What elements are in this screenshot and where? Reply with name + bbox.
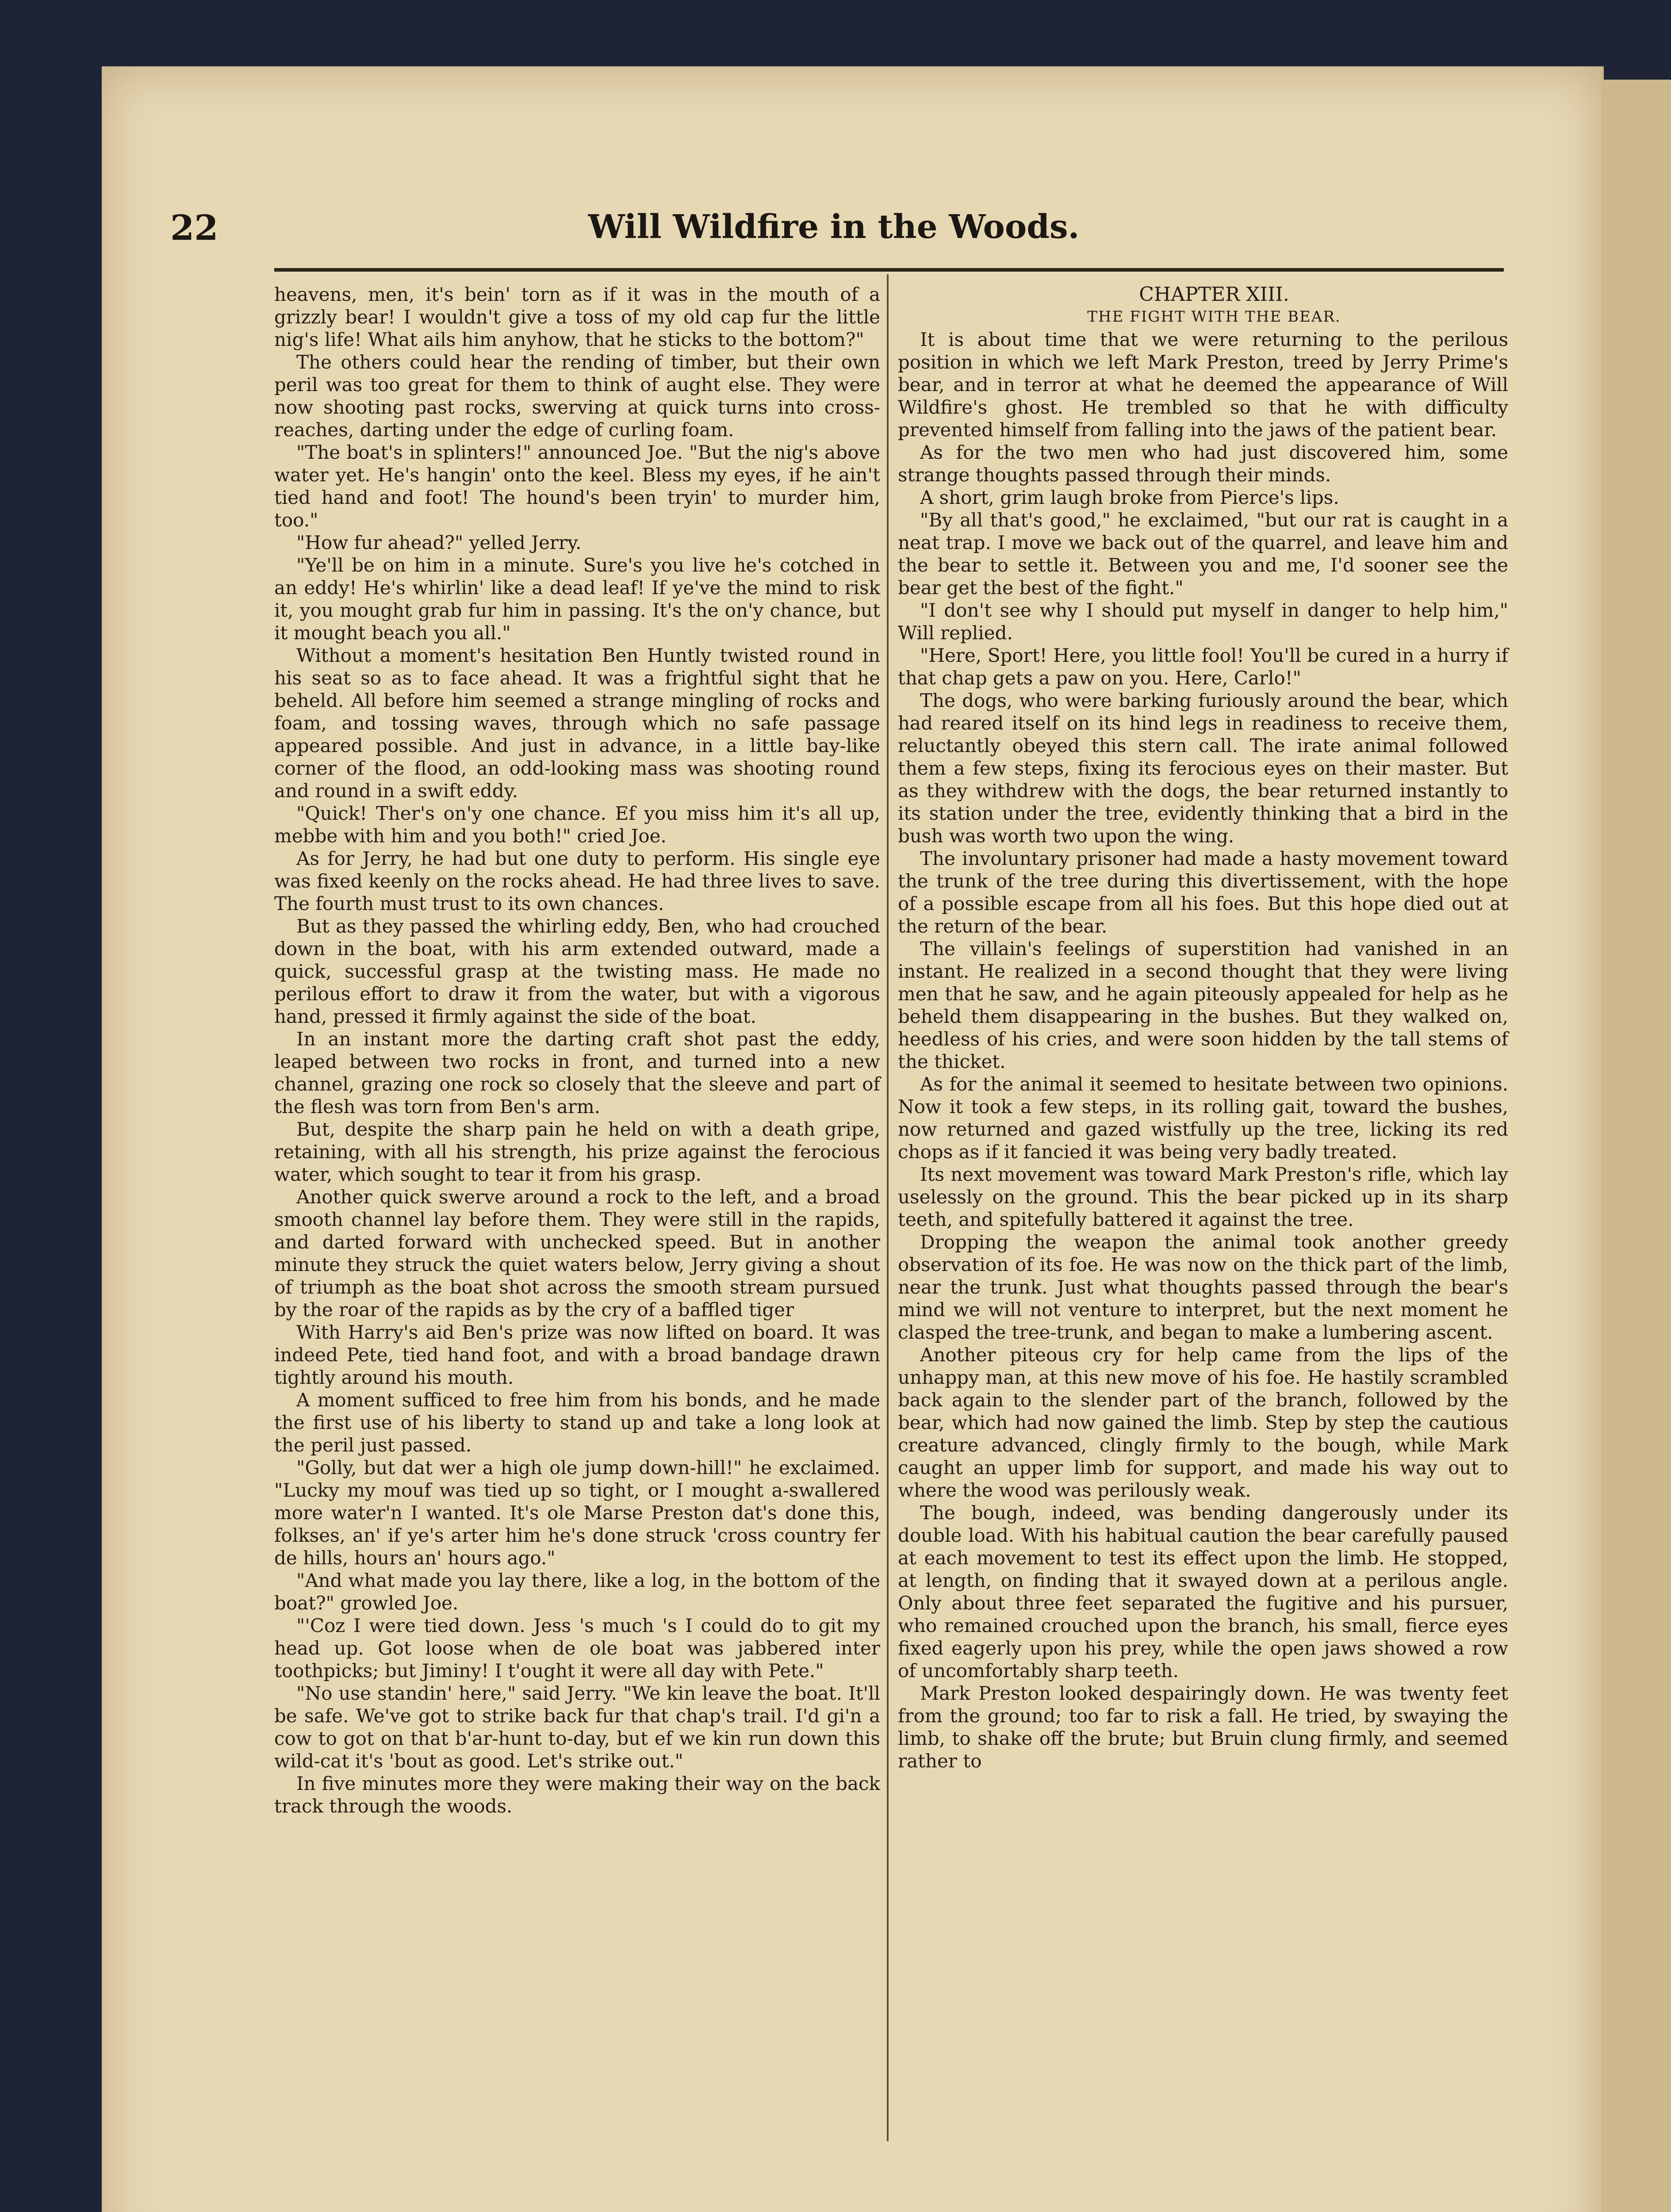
right-column (898, 283, 1508, 1772)
paragraph: "How fur ahead?" yelled Jerry. (296, 532, 582, 553)
paragraph: Dropping the weapon the animal took another greedy observation of its foe. He was now on the thick part of the limb, near the trunk. Just what thoughts passed through the bear's mind we will not venture to interpret, but the next moment he clasped the tree-trunk, and began to make a lumbering ascent. (898, 1231, 1508, 1343)
paragraph: "By all that's good," he exclaimed, "but our rat is caught in a neat trap. I move we back out of the quarrel, and leave him and the bear to settle it. Between you and me, I'd sooner see the bear get the best of the fight." (898, 509, 1508, 599)
paragraph: "No use standin' here," said Jerry. "We kin leave the boat. It'll be safe. We've got to strike back fur that chap's trail. I'd gi'n a cow to got on that b'ar-hunt to-day, but ef we kin run down this wild-cat it's 'bout as good. Let's strike out." (274, 1682, 880, 1772)
paragraph: A short, grim laugh broke from Pierce's lips. (920, 487, 1339, 508)
paragraph: "The boat's in splinters!" announced Joe. "But the nig's above water yet. He's hangin' onto the keel. Bless my eyes, if he ain't tied hand and foot! The hound's been tryin' to murder him, too." (274, 442, 880, 531)
paragraph: With Harry's aid Ben's prize was now lifted on board. It was indeed Pete, tied hand foot, and with a broad bandage drawn tightly around his mouth. (274, 1321, 880, 1388)
running-title: Will Wildfire in the Woods. (588, 208, 1080, 246)
paragraph: The dogs, who were barking furiously around the bear, which had reared itself on its hind legs in readiness to receive them, reluctantly obeyed this stern call. The irate animal followed them a few steps, fixing its ferocious eyes on their master. But as they withdrew with the dogs, the bear returned instantly to its station under the tree, evidently thinking that a bird in the bush was worth two upon the wing. (898, 690, 1508, 847)
paragraph: "'Coz I were tied down. Jess 's much 's I could do to git my head up. Got loose when de ole boat was jabbered inter toothpicks; but Jiminy! I t'ought it were all day with Pete." (274, 1615, 880, 1682)
paragraph: Another piteous cry for help came from the lips of the unhappy man, at this new move of his foe. He hastily scrambled back again to the slender part of the branch, followed by the bear, which had now gained the limb. Step by step the cautious creature advanced, clingly firmly to the bough, while Mark caught an upper limb for support, and made his way out to where the wood was perilously weak. (898, 1344, 1508, 1501)
left-column (274, 283, 880, 1817)
paragraph: "And what made you lay there, like a log, in the bottom of the boat?" growled Joe. (274, 1570, 880, 1614)
paragraph: As for the two men who had just discovered him, some strange thoughts passed through their minds. (898, 442, 1508, 486)
header-rule (274, 268, 1504, 272)
paragraph: Mark Preston looked despairingly down. He was twenty feet from the ground; too far to risk a fall. He tried, by swaying the limb, to shake off the brute; but Bruin clung firmly, and seemed rather to (898, 1682, 1508, 1772)
chapter-title: CHAPTER XIII. (1139, 283, 1289, 306)
page-header (170, 208, 1497, 261)
page-number: 22 (170, 208, 218, 248)
paragraph: As for Jerry, he had but one duty to perform. His single eye was fixed keenly on the rocks ahead. He had three lives to save. The fourth must trust to its own chances. (274, 848, 880, 914)
next-page-edge (1601, 80, 1671, 2212)
paragraph: A moment sufficed to free him from his bonds, and he made the first use of his liberty to stand up and take a long look at the peril just passed. (274, 1389, 880, 1456)
paragraph: In an instant more the darting craft shot past the eddy, leaped between two rocks in front, and turned into a new channel, grazing one rock so closely that the sleeve and part of the flesh was torn from Ben's arm. (274, 1028, 880, 1118)
paragraph: Without a moment's hesitation Ben Huntly twisted round in his seat so as to face ahead. It was a frightful sight that he beheld. All before him seemed a strange mingling of rocks and foam, and tossing waves, through which no safe passage appeared possible. And just in advance, in a little bay-like corner of the flood, an odd-looking mass was shooting round and round in a swift eddy. (274, 645, 880, 802)
paragraph: In five minutes more they were making their way on the back track through the woods. (274, 1773, 880, 1817)
paragraph: The others could hear the rending of timber, but their own peril was too great for them to think of aught else. They were now shooting past rocks, swerving at quick turns into cross-reaches, darting under the edge of curling foam. (274, 351, 880, 441)
paragraph: Its next movement was toward Mark Preston's rifle, which lay uselessly on the ground. This the bear picked up in its sharp teeth, and spitefully battered it against the tree. (898, 1164, 1508, 1230)
paragraph: But, despite the sharp pain he held on with a death gripe, retaining, with all his strength, his prize against the ferocious water, which sought to tear it from his grasp. (274, 1118, 880, 1185)
paragraph: "Ye'll be on him in a minute. Sure's you live he's cotched in an eddy! He's whirlin' like a dead leaf! If ye've the mind to risk it, you mought grab fur him in passing. It's the on'y chance, but it mought beach you all." (274, 554, 880, 644)
paragraph: The involuntary prisoner had made a hasty movement toward the trunk of the tree during this divertissement, with the hope of a possible escape from all his foes. But this hope died out at the return of the bear. (898, 848, 1508, 937)
chapter-subtitle: THE FIGHT WITH THE BEAR. (1087, 308, 1341, 326)
paragraph: heavens, men, it's bein' torn as if it was in the mouth of a grizzly bear! I wouldn't give a toss of my old cap fur the little nig's life! What ails him anyhow, that he sticks to the bottom?" (274, 284, 880, 350)
paragraph: Another quick swerve around a rock to the left, and a broad smooth channel lay before them. They were still in the rapids, and darted forward with unchecked speed. But in another minute they struck the quiet waters below, Jerry giving a shout of triumph as the boat shot across the smooth stream pursued by the roar of the rapids as by the cry of a baffled tiger (274, 1186, 880, 1321)
paragraph: The villain's feelings of superstition had vanished in an instant. He realized in a second thought that they were living men that he saw, and he again piteously appealed for help as he beheld them disappearing in the bushes. But they walked on, heedless of his cries, and were soon hidden by the tall stems of the thicket. (898, 938, 1508, 1072)
column-divider (887, 274, 889, 2141)
paragraph: "I don't see why I should put myself in danger to help him," Will replied. (898, 599, 1508, 644)
paragraph: "Quick! Ther's on'y one chance. Ef you miss him it's all up, mebbe with him and you both!" cried Joe. (274, 803, 880, 847)
paragraph: It is about time that we were returning to the perilous position in which we left Mark Preston, treed by Jerry Prime's bear, and in terror at what he deemed the appearance of Will Wildfire's ghost. He trembled so that he with difficulty prevented himself from falling into the jaws of the patient bear. (898, 329, 1508, 441)
paragraph: "Here, Sport! Here, you little fool! You'll be cured in a hurry if that chap gets a paw on you. Here, Carlo!" (898, 645, 1508, 689)
paragraph: As for the animal it seemed to hesitate between two opinions. Now it took a few steps, in its rolling gait, toward the bushes, now returned and gazed wistfully up the tree, licking its red chops as if it fancied it was being very badly treated. (898, 1073, 1508, 1163)
paragraph: "Golly, but dat wer a high ole jump down-hill!" he exclaimed. "Lucky my mouf was tied up so tight, or I mought a-swallered more water'n I wanted. It's ole Marse Preston dat's done this, folkses, an' if ye's arter him he's done struck 'cross country fer de hills, hours an' hours ago." (274, 1457, 880, 1569)
paragraph: But as they passed the whirling eddy, Ben, who had crouched down in the boat, with his arm extended outward, made a quick, successful grasp at the twisting mass. He made no perilous effort to draw it from the water, but with a vigorous hand, pressed it firmly against the side of the boat. (274, 915, 880, 1027)
paragraph: The bough, indeed, was bending dangerously under its double load. With his habitual caution the bear carefully paused at each movement to test its effect upon the limb. He stopped, at length, on finding that it swayed down at a perilous angle. Only about three feet separated the fugitive and his pursuer, who remained crouched upon the branch, his small, fierce eyes fixed eagerly upon his prey, while the open jaws showed a row of uncomfortably sharp teeth. (898, 1502, 1508, 1682)
